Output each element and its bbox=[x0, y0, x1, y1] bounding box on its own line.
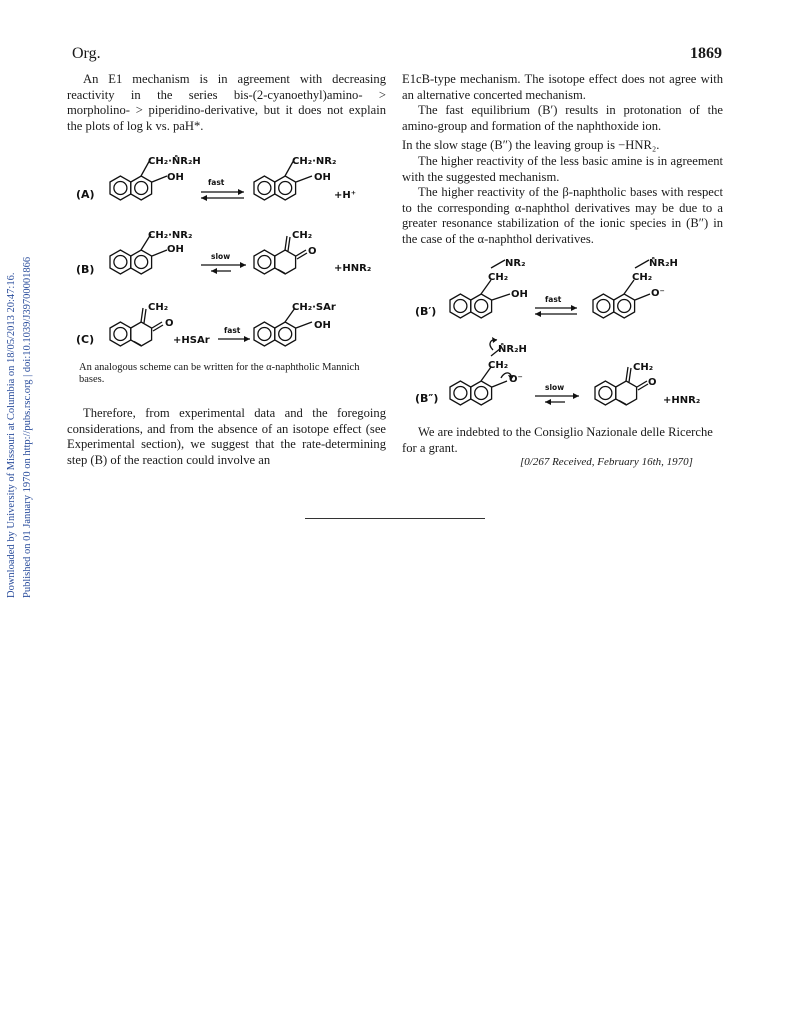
c-product-substituent: CH₂·SAr bbox=[292, 302, 336, 313]
b-arrow-label: slow bbox=[211, 252, 231, 261]
naphthalene-ring bbox=[593, 294, 635, 318]
scheme-label-c: (C) bbox=[76, 333, 95, 346]
right-paragraph-2: The fast equilibrium (B′) results in protonation of the amino-group and formation of the naphthoxide ion. bbox=[402, 103, 723, 133]
c-thiol-reagent: +HSAr bbox=[173, 335, 210, 346]
b-reactant-oh: OH bbox=[167, 244, 184, 255]
naphthalene-ring bbox=[450, 381, 492, 405]
a-reactant-oh: OH bbox=[167, 172, 184, 183]
received-date: [0/267 Received, February 16th, 1970] bbox=[520, 456, 693, 468]
b-product-oxygen: O bbox=[308, 246, 317, 257]
scheme-label-b-prime: (B′) bbox=[415, 305, 437, 318]
b2-product-oxygen: O bbox=[648, 377, 657, 388]
b1-product-ammonium: N̊R₂H bbox=[649, 258, 678, 269]
download-sidebar bbox=[0, 0, 40, 620]
b1-reactant-oh: OH bbox=[511, 289, 528, 300]
download-notice: Downloaded by University of Missouri at Columbia on 18/05/2013 20:47:16. bbox=[6, 272, 17, 598]
naphthalene-ring bbox=[254, 322, 296, 346]
naphthalene-ring bbox=[450, 294, 492, 318]
b1-reactant-amine: NR₂ bbox=[505, 258, 526, 269]
b-product-substituent: CH₂ bbox=[292, 230, 313, 241]
left-paragraph-1: An E1 mechanism is in agreement with decreasing reactivity in the series bis-(2-cyanoethyl)amino- > morpholino- > piperidino-derivative, but it does not explain the plots of log k vs. paH*. bbox=[67, 72, 386, 133]
b1-arrow-label: fast bbox=[545, 295, 562, 304]
b2-product-methylene: CH₂ bbox=[633, 362, 654, 373]
b2-reactant-methylene: CH₂ bbox=[488, 360, 509, 371]
scheme-label-b-double-prime: (B″) bbox=[415, 392, 439, 405]
a-reactant-substituent: CH₂·N̊R₂H bbox=[148, 156, 201, 167]
naphthoquinone-methide-ring bbox=[110, 322, 152, 346]
journal-name: Org. bbox=[72, 45, 101, 62]
c-reactant-oxygen: O bbox=[165, 318, 174, 329]
b-reactant-substituent: CH₂·NR₂ bbox=[148, 230, 193, 241]
right-column-text bbox=[402, 72, 723, 248]
right-paragraph-1: E1cB-type mechanism. The isotope effect does not agree with an alternative concerted mechanism. bbox=[402, 72, 723, 102]
scheme-label-b: (B) bbox=[76, 263, 95, 276]
naphthoquinone-methide-ring bbox=[595, 381, 637, 405]
reaction-scheme-left bbox=[66, 140, 388, 430]
scheme-label-a: (A) bbox=[76, 188, 95, 201]
right-paragraph-4: The higher reactivity of the less basic amine is in agreement with the suggested mechanism. bbox=[402, 153, 723, 184]
c-reactant-substituent: CH₂ bbox=[148, 302, 169, 313]
a-product-proton: +H⁺ bbox=[334, 190, 357, 201]
b2-reactant-oxide: O⁻ bbox=[509, 374, 523, 385]
end-rule bbox=[305, 518, 485, 519]
b-product-amine: +HNR₂ bbox=[334, 263, 372, 274]
a-product-substituent: CH₂·NR₂ bbox=[292, 156, 337, 167]
right-paragraph-5: The higher reactivity of the β-naphtholic bases with respect to the corresponding α-naphthol derivatives may be due to a greater resonance stabilization of the ionic species in (B″) in the case of the α-naphthol derivatives. bbox=[402, 185, 723, 246]
naphthalene-ring bbox=[254, 176, 296, 200]
page-number: 1869 bbox=[690, 45, 722, 62]
left-paragraph-2: Therefore, from experimental data and the foregoing considerations, and from the absence of an isotope effect (see Experimental section), we suggest that the rate-determining step (B) of the reaction could involve an bbox=[67, 406, 386, 467]
a-product-oh: OH bbox=[314, 172, 331, 183]
publication-notice: Published on 01 January 1970 on http://pubs.rsc.org | doi:10.1039/J39700001866 bbox=[22, 256, 33, 598]
b1-reactant-methylene: CH₂ bbox=[488, 272, 509, 283]
b2-arrow-label: slow bbox=[545, 383, 565, 392]
a-arrow-label: fast bbox=[208, 178, 225, 187]
c-product-oh: OH bbox=[314, 320, 331, 331]
right-paragraph-3: In the slow stage (B″) the leaving group is −HNR₂. bbox=[402, 138, 660, 153]
c-arrow-label: fast bbox=[224, 326, 241, 335]
b1-product-methylene: CH₂ bbox=[632, 272, 653, 283]
b2-reactant-ammonium: N̊R₂H bbox=[498, 344, 527, 355]
naphthoquinone-methide-ring bbox=[254, 250, 296, 274]
naphthalene-ring bbox=[110, 176, 152, 200]
b1-product-oxide: O⁻ bbox=[651, 288, 665, 299]
scheme-caption: An analogous scheme can be written for the α-naphtholic Mannich bases. bbox=[79, 362, 360, 385]
acknowledgement: We are indebted to the Consiglio Nazionale delle Ricerche for a grant. bbox=[402, 425, 713, 455]
b2-product-amine: +HNR₂ bbox=[663, 395, 701, 406]
naphthalene-ring bbox=[110, 250, 152, 274]
reaction-scheme-right bbox=[405, 250, 730, 425]
